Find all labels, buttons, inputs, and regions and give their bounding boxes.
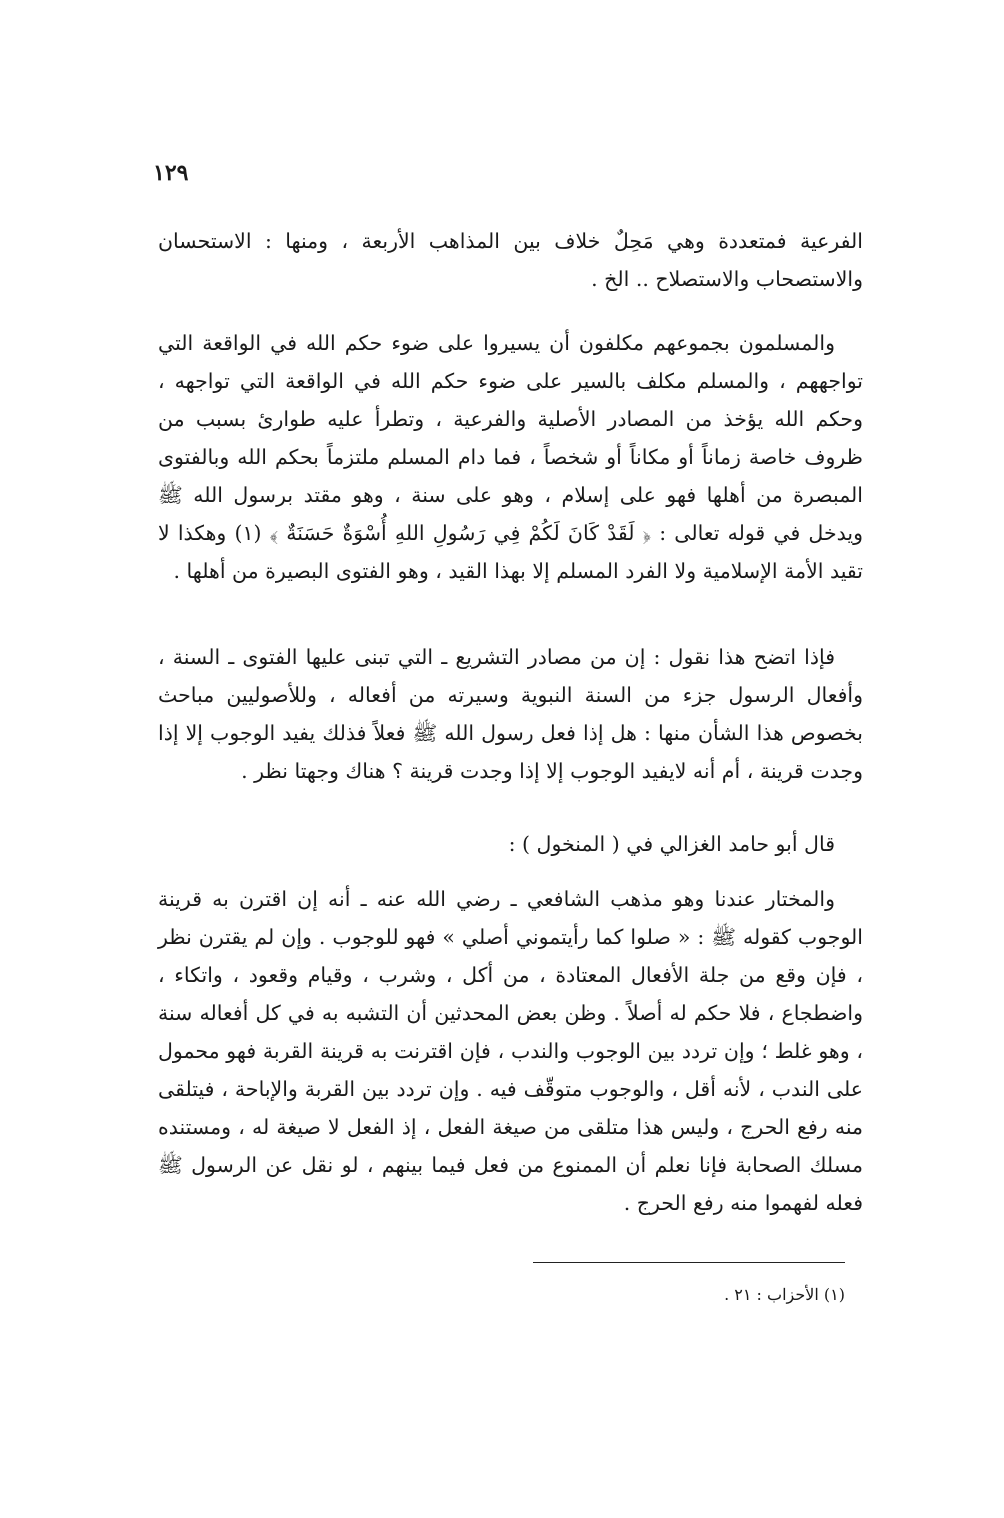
footnote: (١) الأحزاب : ٢١ .	[724, 1285, 845, 1304]
paragraph-continuation: الفرعية فمتعددة وهي مَحِلٌ خلاف بين المذاهب الأربعة ، ومنها : الاستحسان والاستصحاب والاستصلاح .. الخ .	[158, 229, 863, 291]
page-number: ١٢٩	[153, 160, 189, 186]
paragraph-ghazali-quote: والمختار عندنا وهو مذهب الشافعي ـ رضي الله عنه ـ أنه إن اقترن به قرينة الوجوب كقوله ﷺ : « صلوا كما رأيتموني أصلي » فهو للوجوب . وإن لم يقترن نظر ، فإن وقع من جلة الأفعال المعتادة ، من أكل ، وشرب ، وقيام وقعود ، واتكاء ، واضطجاع ، فلا حكم له أصلاً . وظن بعض المحدثين أن التشبه به في كل أفعاله سنة ، وهو غلط ؛ وإن تردد بين الوجوب والندب ، فإن اقترنت به قرينة القربة فهو محمول على الندب ، لأنه أقل ، والوجوب متوقّف فيه . وإن تردد بين القربة والإباحة ، فيتلقى منه رفع الحرج ، وليس هذا متلقى من صيغة الفعل ، إذ الفعل لا صيغة له ، ومستنده مسلك الصحابة فإنا نعلم أن الممنوع من فعل فيما بينهم ، لو نقل عن الرسول ﷺ فعله لفهموا منه رفع الحرج .	[158, 887, 863, 1215]
paragraph-muslims-obligation: والمسلمون بجموعهم مكلفون أن يسيروا على ضوء حكم الله في الواقعة التي تواجههم ، والمسلم مكلف بالسير على ضوء حكم الله في الواقعة التي تواجهه ، وحكم الله يؤخذ من المصادر الأصلية والفرعية ، وتطرأ عليه طوارئ بسبب من ظروف خاصة زماناً أو مكاناً أو شخصاً ، فما دام المسلم ملتزماً بحكم الله وبالفتوى المبصرة من أهلها فهو على إسلام ، وهو على سنة ، وهو مقتد برسول الله ﷺ ويدخل في قوله تعالى : ﴿ لَقَدْ كَانَ لَكُمْ فِي رَسُولِ اللهِ أُسْوَةٌ حَسَنَةٌ ﴾ (١) وهكذا لا تقيد الأمة الإسلامية ولا الفرد المسلم إلا بهذا القيد ، وهو الفتوى البصيرة من أهلها .	[158, 331, 863, 583]
paragraph-prophet-actions: فإذا اتضح هذا نقول : إن من مصادر التشريع ـ التي تبنى عليها الفتوى ـ السنة ، وأفعال الرسول جزء من السنة النبوية وسيرته من أفعاله ، وللأصوليين مباحث بخصوص هذا الشأن منها : هل إذا فعل رسول الله ﷺ فعلاً فذلك يفيد الوجوب إلا إذا وجدت قرينة ، أم أنه لايفيد الوجوب إلا إذا وجدت قرينة ؟ هناك وجهتا نظر .	[158, 645, 863, 783]
paragraph-ghazali-quote-intro: قال أبو حامد الغزالي في ( المنخول ) :	[508, 832, 835, 856]
footnote-divider	[533, 1262, 845, 1263]
